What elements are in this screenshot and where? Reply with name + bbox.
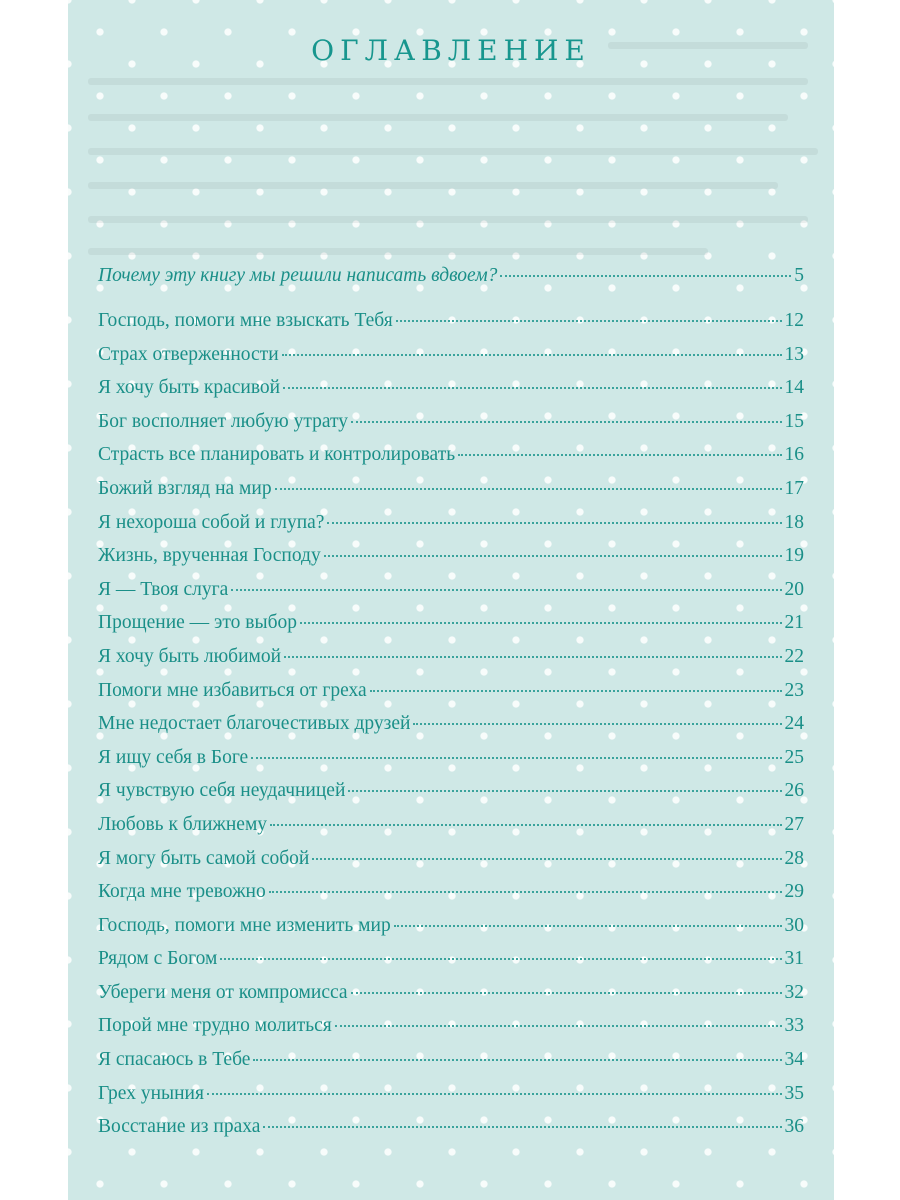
dot-leader [370, 690, 782, 692]
toc-entry-title: Восстание из праха [98, 1116, 261, 1138]
dot-leader [283, 387, 781, 389]
toc-entry[interactable] [98, 640, 804, 674]
toc-entry[interactable] [98, 707, 804, 741]
toc-entry[interactable] [98, 1077, 804, 1111]
toc-entry-title: Когда мне тревожно [98, 881, 266, 903]
dot-leader [312, 858, 781, 860]
dot-leader [263, 1126, 781, 1128]
toc-entry[interactable] [98, 338, 804, 372]
toc-entry-title: Почему эту книгу мы решили написать вдвоем? [98, 265, 498, 286]
book-page [68, 0, 834, 1200]
page-title: ОГЛАВЛЕНИЕ [311, 34, 591, 67]
dot-leader [269, 891, 782, 893]
toc-entry-title: Я спасаюсь в Тебе [98, 1049, 251, 1071]
toc-entry-title: Грех уныния [98, 1082, 204, 1104]
toc-entry-page: 22 [784, 645, 804, 667]
toc-entry[interactable] [98, 808, 804, 842]
toc-entry-title: Я чувствую себя неудачницей [98, 780, 346, 802]
toc-entry[interactable] [98, 606, 804, 640]
dot-leader [348, 790, 781, 792]
toc-entry-page: 16 [784, 444, 804, 466]
toc-entry[interactable] [98, 1043, 804, 1077]
toc-entry-page: 12 [784, 310, 804, 331]
toc-entry[interactable] [98, 1110, 804, 1144]
toc-entry-page: 18 [784, 511, 804, 533]
toc-entry-page: 33 [784, 1015, 804, 1037]
toc-entry-title: Жизнь, врученная Господу [98, 545, 321, 567]
toc-entry-title: Я хочу быть любимой [98, 645, 282, 667]
toc-entry-page: 20 [784, 578, 804, 600]
toc-entry-page: 31 [784, 948, 804, 970]
toc-entry[interactable] [98, 405, 804, 439]
toc-entry-page: 34 [784, 1049, 804, 1071]
dot-leader [251, 757, 781, 759]
toc-entry-title: Страсть все планировать и контролировать [98, 444, 456, 466]
dot-leader [458, 454, 781, 456]
toc-entry-page: 5 [794, 265, 804, 286]
toc-entry-page: 24 [784, 713, 804, 735]
toc-entry[interactable] [98, 741, 804, 775]
table-of-contents [98, 262, 804, 1144]
toc-entry[interactable] [98, 506, 804, 540]
dot-leader [324, 555, 782, 557]
toc-entry[interactable] [98, 909, 804, 943]
toc-entry[interactable] [98, 842, 804, 876]
toc-entry-title: Убереги меня от компромисса [98, 981, 348, 1003]
dot-leader [351, 421, 782, 423]
toc-entry-title: Страх отверженности [98, 343, 279, 365]
toc-entry-title: Я нехороша собой и глупа? [98, 511, 325, 533]
toc-entry-title: Порой мне трудно молиться [98, 1015, 332, 1037]
toc-entry-page: 21 [784, 612, 804, 634]
dot-leader [413, 723, 781, 725]
toc-entry-title: Бог восполняет любую утрату [98, 410, 348, 432]
dot-leader [335, 1025, 782, 1027]
toc-entry-page: 32 [784, 981, 804, 1003]
toc-entry[interactable] [98, 371, 804, 405]
toc-entry[interactable] [98, 1009, 804, 1043]
toc-entry-page: 14 [784, 377, 804, 399]
dot-leader [500, 275, 791, 277]
toc-entry-page: 15 [784, 410, 804, 432]
toc-entry-page: 25 [784, 746, 804, 768]
toc-entry-title: Господь, помоги мне изменить мир [98, 914, 391, 936]
toc-entry-title: Мне недостает благочестивых друзей [98, 713, 411, 735]
toc-entry-page: 35 [784, 1082, 804, 1104]
toc-entry-title: Господь, помоги мне взыскать Тебя [98, 310, 393, 331]
toc-entry[interactable] [98, 674, 804, 708]
toc-entry-title: Любовь к ближнему [98, 813, 268, 835]
toc-entry[interactable] [98, 539, 804, 573]
toc-entry[interactable] [98, 573, 804, 607]
dot-leader [394, 925, 782, 927]
dot-leader [351, 992, 782, 994]
toc-entry-title: Божий взгляд на мир [98, 477, 272, 499]
dot-leader [284, 656, 781, 658]
dot-leader [207, 1093, 782, 1095]
toc-entry[interactable] [98, 304, 804, 338]
toc-entry[interactable] [98, 875, 804, 909]
toc-entry-title: Прощение — это выбор [98, 612, 298, 634]
toc-entry[interactable] [98, 976, 804, 1010]
dot-leader [275, 488, 782, 490]
toc-entry-intro[interactable] [98, 262, 804, 304]
toc-entry-page: 13 [784, 343, 804, 365]
toc-entry[interactable] [98, 942, 804, 976]
dot-leader [300, 622, 781, 624]
toc-entry-title: Помоги мне избавиться от греха [98, 679, 367, 701]
toc-entry-title: Я — Твоя слуга [98, 578, 229, 600]
toc-entry-page: 36 [784, 1116, 804, 1138]
dot-leader [253, 1059, 781, 1061]
dot-leader [231, 589, 781, 591]
toc-entry-page: 30 [784, 914, 804, 936]
dot-leader [396, 320, 782, 322]
dot-leader [282, 354, 782, 356]
toc-entry-title: Рядом с Богом [98, 948, 218, 970]
toc-entry-title: Я ищу себя в Боге [98, 746, 249, 768]
toc-entry-page: 17 [784, 477, 804, 499]
toc-entry-title: Я хочу быть красивой [98, 377, 281, 399]
toc-entry-title: Я могу быть самой собой [98, 847, 310, 869]
toc-entry-page: 23 [784, 679, 804, 701]
toc-entry-page: 26 [784, 780, 804, 802]
toc-entry[interactable] [98, 438, 804, 472]
dot-leader [270, 824, 781, 826]
toc-entry-page: 27 [784, 813, 804, 835]
toc-entry[interactable] [98, 774, 804, 808]
toc-entry-page: 29 [784, 881, 804, 903]
toc-entry-page: 19 [784, 545, 804, 567]
dot-leader [220, 958, 781, 960]
dot-leader [327, 522, 781, 524]
toc-entry-page: 28 [784, 847, 804, 869]
toc-entry[interactable] [98, 472, 804, 506]
